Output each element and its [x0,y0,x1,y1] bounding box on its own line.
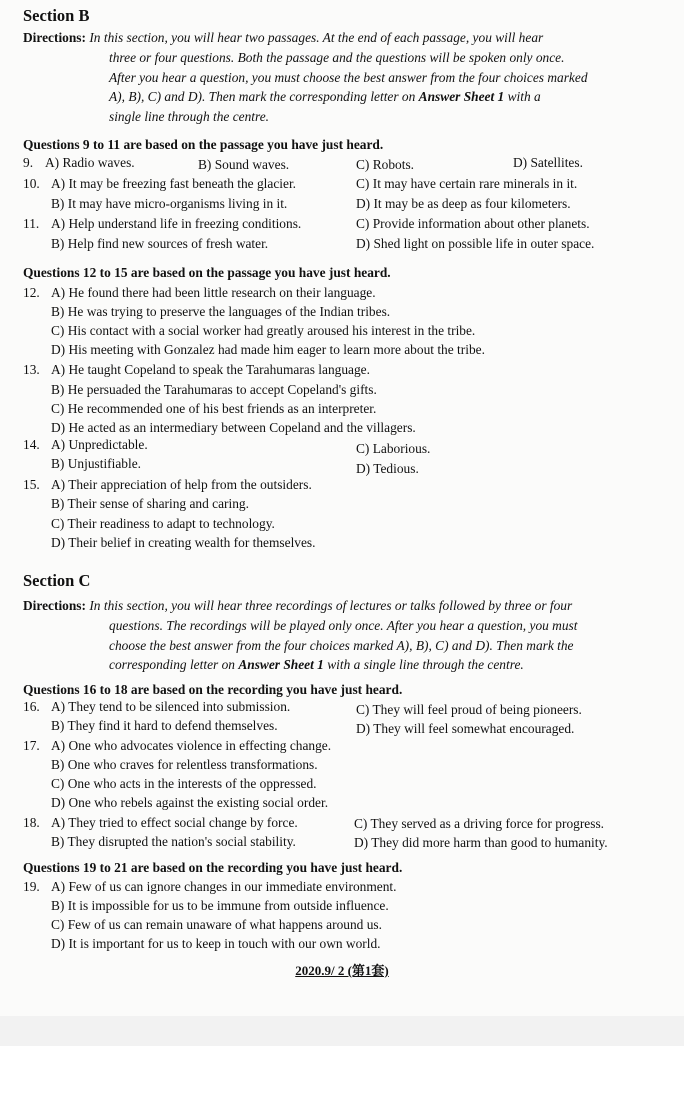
option: C) Provide information about other planets. [356,216,590,231]
section-b-directions [23,28,678,127]
question-number: 11. [23,216,40,231]
question-group-header: Questions 19 to 21 are based on the recording you have just heard. [23,860,403,875]
question-group-header: Questions 12 to 15 are based on the passage you have just heard. [23,265,391,280]
answer-sheet-ref: Answer Sheet 1 [418,89,505,105]
option: D) His meeting with Gonzalez had made him eager to learn more about the tribe. [51,342,485,357]
directions-text: choose the best answer from the four choices marked A), B), C) and D). Then mark the [109,637,574,653]
question-group-header: Questions 16 to 18 are based on the recording you have just heard. [23,682,403,697]
option: C) It may have certain rare minerals in it. [356,176,578,191]
option: D) They will feel somewhat encouraged. [356,721,575,736]
option: B) He persuaded the Tarahumaras to accept Copeland's gifts. [51,382,377,397]
option: B) Their sense of sharing and caring. [51,496,249,511]
option: D) Satellites. [513,155,583,170]
option: B) He was trying to preserve the languages of the Indian tribes. [51,304,391,319]
directions-text: questions. The recordings will be played only once. After you hear a question, you must [109,617,578,633]
directions-text: In this section, you will hear two passages. At the end of each passage, you will hear [89,30,544,45]
directions-text: After you hear a question, you must choose the best answer from the four choices marked [109,69,588,85]
directions-text: three or four questions. Both the passage and the questions will be spoken only once. [109,49,565,65]
option: C) He recommended one of his best friends as an interpreter. [51,401,377,416]
option: A) Few of us can ignore changes in our immediate environment. [51,879,397,894]
option: A) Unpredictable. [51,437,148,452]
directions-text: with a single line through the centre. [323,657,524,673]
question-number: 13. [23,362,40,377]
page-footer [0,960,684,979]
question-number: 15. [23,477,40,492]
option: A) Their appreciation of help from the outsiders. [51,477,312,492]
directions-text: In this section, you will hear three recordings of lectures or talks followed by three or four [89,598,573,613]
question-number: 10. [23,176,40,191]
option: B) Sound waves. [198,157,290,172]
option: C) Robots. [356,157,415,172]
option: B) They disrupted the nation's social stability. [51,834,296,849]
option: B) They find it hard to defend themselves. [51,718,278,733]
option: B) One who craves for relentless transformations. [51,757,318,772]
question-number: 19. [23,879,40,894]
directions-text: A), B), C) and D). Then mark the corresponding letter on [109,89,419,105]
section-b-title: Section B [23,6,90,25]
question-number: 12. [23,285,40,300]
option: A) He found there had been little research on their language. [51,285,376,300]
option: D) Shed light on possible life in outer space. [356,236,595,251]
page-number: 2020.9/ 2 (第1套) [295,963,389,978]
option: D) It is important for us to keep in touch with our own world. [51,936,381,951]
question-number: 16. [23,699,40,714]
option: D) It may be as deep as four kilometers. [356,196,571,211]
directions-text: corresponding letter on [109,657,239,673]
directions-label: Directions: [23,598,86,613]
option: D) They did more harm than good to humanity. [354,835,608,850]
option: B) Unjustifiable. [51,456,142,471]
directions-label: Directions: [23,30,86,45]
question-number: 9. [23,155,34,170]
option: A) It may be freezing fast beneath the glacier. [51,176,297,191]
option: D) Their belief in creating wealth for themselves. [51,535,316,550]
section-c-directions [23,596,678,675]
option: D) Tedious. [356,461,419,476]
question-number: 17. [23,738,40,753]
question-number: 18. [23,815,40,830]
answer-sheet-ref: Answer Sheet 1 [238,657,324,673]
option: A) Radio waves. [45,155,135,170]
directions-text: with a [504,89,541,105]
option: B) It is impossible for us to be immune from outside influence. [51,898,389,913]
option: A) He taught Copeland to speak the Tarahumaras language. [51,362,370,377]
option: D) One who rebels against the existing social order. [51,795,329,810]
page-bottom-strip [0,1016,684,1046]
option: D) He acted as an intermediary between Copeland and the villagers. [51,420,416,435]
option: C) They served as a driving force for progress. [354,816,605,831]
option: C) Their readiness to adapt to technology. [51,516,275,531]
option: A) Help understand life in freezing conditions. [51,216,302,231]
directions-text: single line through the centre. [109,109,270,125]
option: C) Few of us can remain unaware of what happens around us. [51,917,382,932]
option: C) One who acts in the interests of the oppressed. [51,776,317,791]
option: B) Help find new sources of fresh water. [51,236,269,251]
section-c-title: Section C [23,571,91,590]
option: C) His contact with a social worker had greatly aroused his interest in the tribe. [51,323,476,338]
option: A) They tried to effect social change by force. [51,815,298,830]
option: A) One who advocates violence in effecting change. [51,738,332,753]
option: B) It may have micro-organisms living in it. [51,196,288,211]
option: A) They tend to be silenced into submission. [51,699,291,714]
option: C) They will feel proud of being pioneers. [356,702,582,717]
option: C) Laborious. [356,441,431,456]
question-group-header: Questions 9 to 11 are based on the passage you have just heard. [23,137,384,152]
question-number: 14. [23,437,40,452]
